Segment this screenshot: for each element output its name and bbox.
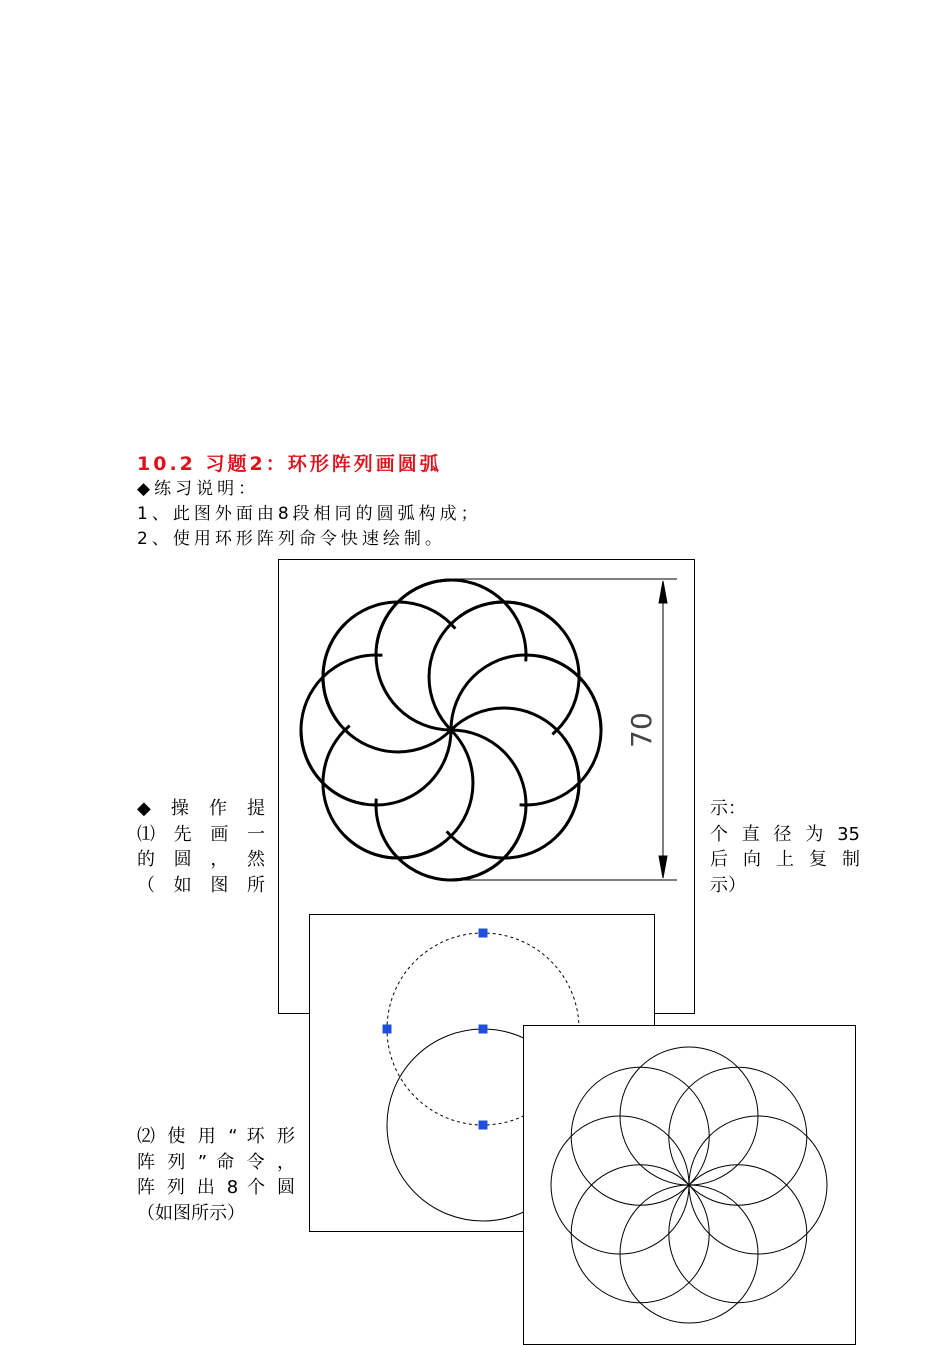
instructions-label: ◆练习说明： — [137, 479, 260, 499]
grip-handle — [479, 1025, 488, 1034]
hint-right-line: 示： — [710, 798, 746, 819]
grip-handle — [479, 1121, 488, 1130]
polar-array-drawing — [524, 1026, 855, 1344]
instruction-item-2: 2、使用环形阵列命令快速绘制。 — [137, 529, 446, 549]
hint-left-line: 的 圆 ， 然 — [137, 849, 265, 870]
hint-right-column — [710, 796, 860, 898]
dimension-arrow-bottom — [659, 856, 667, 878]
hint-left-line: ◆ 操 作 提 — [137, 798, 265, 819]
instruction-item-1: 1、此图外面由8段相同的圆弧构成； — [137, 504, 482, 524]
array-circles — [551, 1047, 827, 1323]
step2-line: 阵 列 出 8 个 圆 — [137, 1177, 295, 1198]
hint-left-line: ⑴ 先 画 一 — [137, 823, 265, 845]
rosette-outer-arc — [520, 656, 601, 805]
exercise-heading: 10.2 习题2：环形阵列画圆弧 — [137, 453, 442, 475]
dimension-label: 70 — [625, 712, 658, 748]
figure-polar-array — [523, 1025, 856, 1345]
hint-left-column — [137, 796, 265, 898]
rosette-outer-arc — [301, 655, 382, 804]
dimension-arrow-top — [659, 581, 667, 603]
step2-text — [137, 1124, 295, 1226]
grip-handle — [479, 929, 488, 938]
rosette-outer-arc — [377, 580, 526, 661]
step2-line: 阵 列 ” 命 令 ， — [137, 1151, 295, 1173]
hint-left-line: （ 如 图 所 — [137, 874, 265, 896]
grip-handles — [383, 929, 488, 1130]
hint-right-line: 示） — [710, 874, 746, 896]
step2-line: ⑵ 使 用 “ 环 形 — [137, 1126, 295, 1147]
grip-handle — [383, 1025, 392, 1034]
hint-right-line: 后 向 上 复 制 — [710, 849, 860, 870]
rosette-outer-arc — [376, 799, 525, 880]
hint-right-line: 个 直 径 为 35 — [710, 823, 860, 845]
step2-line: （如图所示） — [137, 1202, 245, 1224]
rosette-arcs — [301, 580, 601, 880]
